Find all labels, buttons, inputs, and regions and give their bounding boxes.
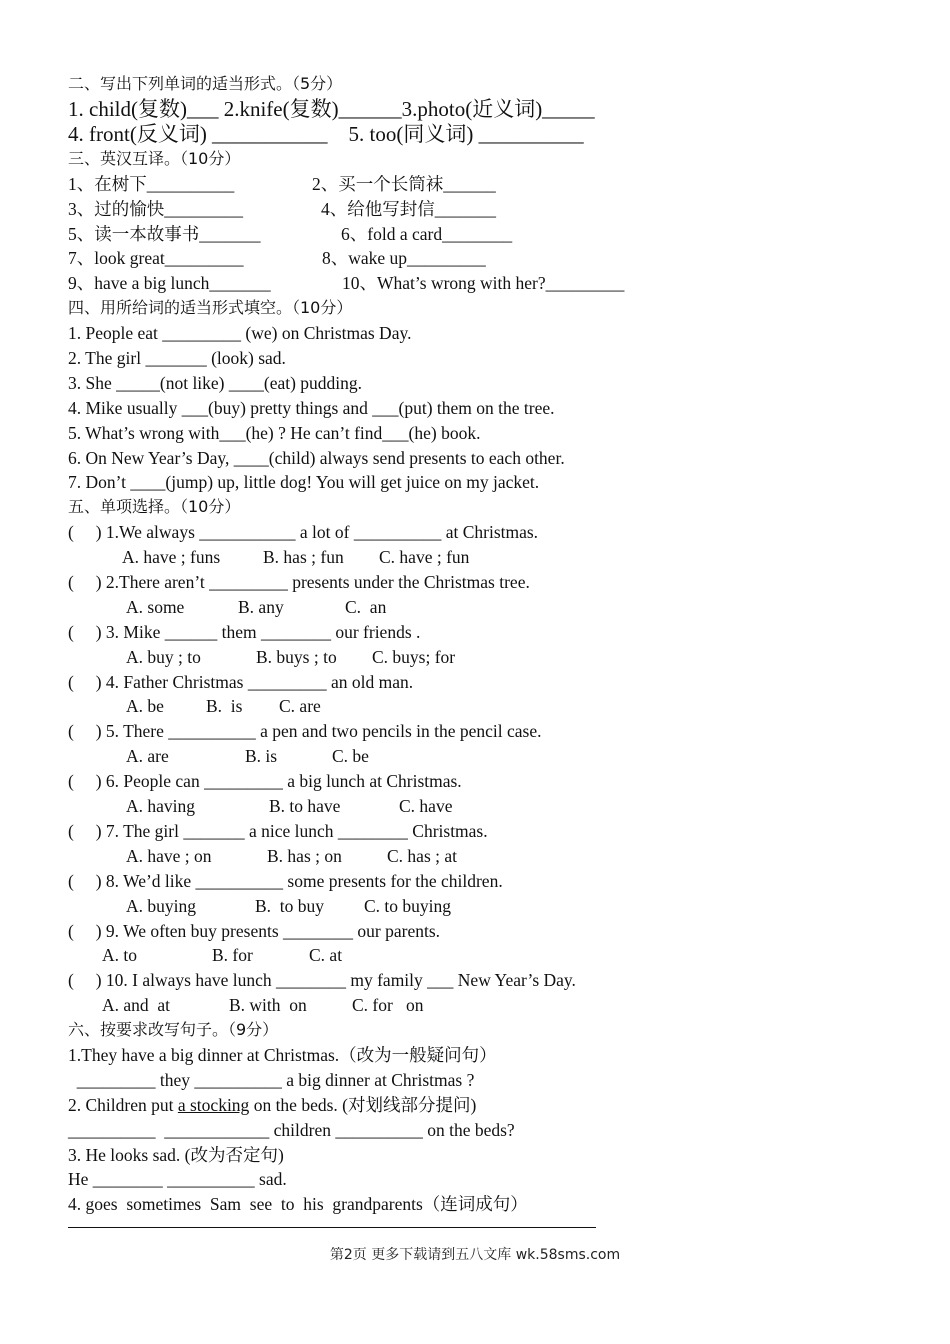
rewrite-question-3: 3. He looks sad. (改为否定句) [68, 1144, 284, 1165]
mc-options: A. have ; on B. has ; on C. has ; at [126, 845, 457, 866]
mc-question: ( ) 6. People can _________ a big lunch at Christmas. [68, 771, 462, 792]
section-5-title: 五、单项选择。（10分） [68, 497, 241, 517]
section-2-title: 二、写出下列单词的适当形式。（5分） [68, 74, 343, 93]
mc-question: ( ) 4. Father Christmas _________ an old man. [68, 671, 414, 692]
mc-question: ( ) 7. The girl _______ a nice lunch ________ Christmas. [68, 820, 488, 841]
mc-question: ( ) 9. We often buy presents ________ our parents. [68, 920, 441, 941]
section-6-title: 六、按要求改写句子。（9分） [68, 1020, 279, 1040]
page-footer: 第2页 更多下载请到五八文库 wk.58sms.com [329, 1247, 621, 1263]
worksheet-page [68, 72, 888, 1228]
mc-options: A. buy ; to B. buys ; to C. buys; for [126, 646, 456, 667]
mc-question: ( ) 1.We always ___________ a lot of __________ at Christmas. [68, 522, 539, 543]
rewrite-answer-2: __________ ____________ children __________ on the beds? [68, 1119, 515, 1140]
mc-options: A. are B. is C. be [126, 746, 369, 767]
translation-row: 9、have a big lunch_______ 10、What’s wrong with her?_________ [68, 273, 625, 294]
underlined-phrase: a stocking [177, 1094, 250, 1115]
section-4-title: 四、用所给词的适当形式填空。（10分） [68, 298, 353, 318]
mc-question: ( ) 2.There aren’t _________ presents under the Christmas tree. [68, 572, 530, 593]
mc-question: ( ) 3. Mike ______ them ________ our friends . [68, 621, 421, 642]
rewrite-question-2: 2. Children put a stocking on the beds. (对划线部分提问) [68, 1094, 477, 1115]
section-2-line-2: 4. front(反义词) ___________ 5. too(同义词) __________ [68, 121, 584, 146]
mc-options: A. having B. to have C. have [126, 796, 453, 817]
rewrite-question-1: 1.They have a big dinner at Christmas.（改为一般疑问句） [68, 1044, 497, 1065]
mc-options: A. and at B. with on C. for on [102, 995, 424, 1016]
mc-options: A. buying B. to buy C. to buying [126, 895, 452, 916]
mc-question: ( ) 5. There __________ a pen and two pencils in the pencil case. [68, 721, 542, 742]
mc-question: ( ) 10. I always have lunch ________ my family ___ New Year’s Day. [68, 970, 576, 991]
translation-row: 1、在树下__________ 2、买一个长筒袜______ [68, 173, 496, 194]
mc-options: A. to B. for C. at [102, 945, 343, 966]
fill-item: 4. Mike usually ___(buy) pretty things and ___(put) them on the tree. [68, 397, 555, 418]
mc-options: A. be B. is C. are [126, 696, 321, 717]
section-3-title: 三、英汉互译。（10分） [68, 148, 241, 168]
translation-row: 5、读一本故事书_______ 6、fold a card________ [68, 223, 513, 244]
fill-item: 5. What’s wrong with___(he) ? He can’t find___(he) book. [68, 422, 481, 443]
fill-item: 1. People eat _________ (we) on Christmas Day. [68, 323, 412, 344]
fill-item: 2. The girl _______ (look) sad. [68, 348, 286, 369]
rewrite-question-4: 4. goes sometimes Sam see to his grandparents（连词成句） [68, 1194, 528, 1215]
section-2-line-1: 1. child(复数)___ 2.knife(复数)______3.photo(近义词)_____ [68, 96, 595, 121]
fill-item: 7. Don’t ____(jump) up, little dog! You will get juice on my jacket. [68, 472, 540, 493]
answer-line [68, 1217, 596, 1228]
fill-item: 3. She _____(not like) ____(eat) pudding. [68, 372, 363, 393]
mc-options: A. have ; funs B. has ; fun C. have ; fun [122, 547, 470, 568]
translation-row: 3、过的愉快_________ 4、给他写封信_______ [68, 198, 496, 219]
rewrite-answer-3: He ________ __________ sad. [68, 1169, 287, 1190]
mc-options: A. some B. any C. an [126, 596, 387, 617]
rewrite-answer-1: _________ they __________ a big dinner at Christmas ? [68, 1069, 475, 1090]
fill-item: 6. On New Year’s Day, ____(child) always send presents to each other. [68, 447, 565, 468]
mc-question: ( ) 8. We’d like __________ some presents for the children. [68, 870, 503, 891]
translation-row: 7、look great_________ 8、wake up_________ [68, 248, 486, 269]
